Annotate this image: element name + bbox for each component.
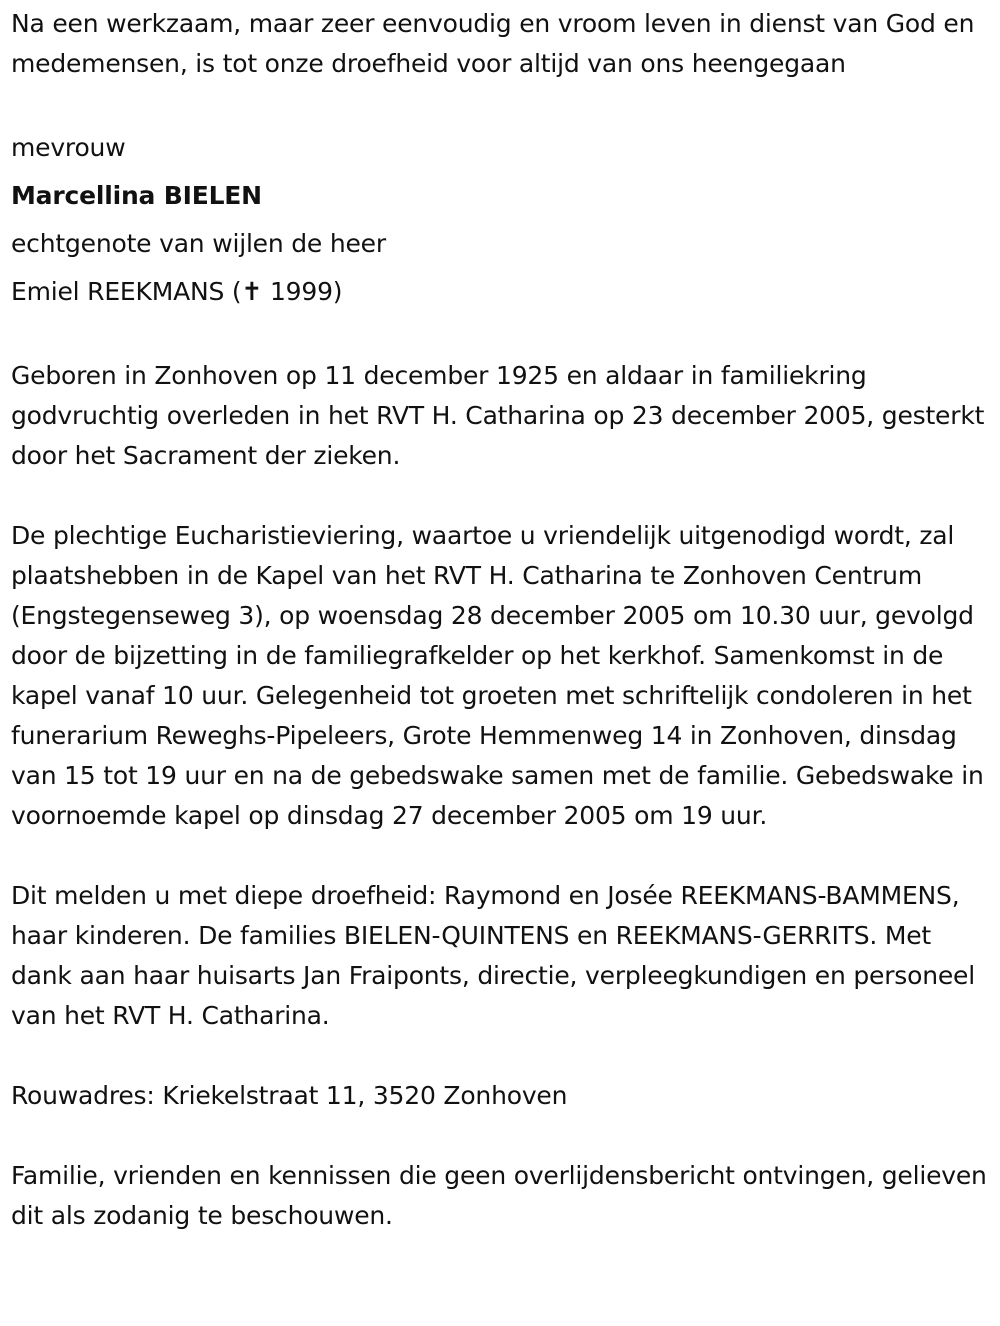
intro-text: Na een werkzaam, maar zeer eenvoudig en vroom leven in dienst van God en medemensen, is tot onze droefheid voor altijd van ons heengegaan xyxy=(11,9,975,78)
deceased-name: Marcellina BIELEN xyxy=(11,181,262,210)
death-notice xyxy=(11,4,996,1236)
spacer xyxy=(11,476,996,516)
spacer xyxy=(11,1116,996,1156)
ceremony-text: De plechtige Eucharistieviering, waartoe u vriendelijk uitgenodigd wordt, zal plaatshebben in de Kapel van het RVT H. Catharina te Zonhoven Centrum (Engstegenseweg 3), op woensdag 28 december 2005 om 10.30 uur, gevolgd door de bijzetting in de familiegrafkelder op het kerkhof. Samenkomst in de kapel vanaf 10 uur. Gelegenheid tot groeten met schriftelijk condoleren in het funerarium Reweghs-Pipeleers, Grote Hemmenweg 14 in Zonhoven, dinsdag van 15 tot 19 uur en na de gebedswake samen met de familie. Gebedswake in voornoemde kapel op dinsdag 27 december 2005 om 19 uur. xyxy=(11,521,984,830)
closing-text: Familie, vrienden en kennissen die geen overlijdensbericht ontvingen, gelieven dit als zodanig te beschouwen. xyxy=(11,1161,987,1230)
spacer xyxy=(11,316,996,356)
birth-death-text: Geboren in Zonhoven op 11 december 1925 en aldaar in familiekring godvruchtig overleden in het RVT H. Catharina op 23 december 2005, gesterkt door het Sacrament der zieken. xyxy=(11,361,985,470)
address-text: Rouwadres: Kriekelstraat 11, 3520 Zonhoven xyxy=(11,1081,568,1110)
family-text: Dit melden u met diepe droefheid: Raymond en Josée REEKMANS-BAMMENS, haar kinderen. De families BIELEN-QUINTENS en REEKMANS-GERRITS. Met dank aan haar huisarts Jan Fraiponts, directie, verpleegkundigen en personeel van het RVT H. Catharina. xyxy=(11,881,975,1030)
deceased-block xyxy=(11,124,996,316)
spacer xyxy=(11,1036,996,1076)
spacer xyxy=(11,84,996,124)
deceased-title: mevrouw xyxy=(11,133,126,162)
spacer xyxy=(11,836,996,876)
deceased-spouse: Emiel REEKMANS (✝ 1999) xyxy=(11,277,343,306)
deceased-relation: echtgenote van wijlen de heer xyxy=(11,229,386,258)
